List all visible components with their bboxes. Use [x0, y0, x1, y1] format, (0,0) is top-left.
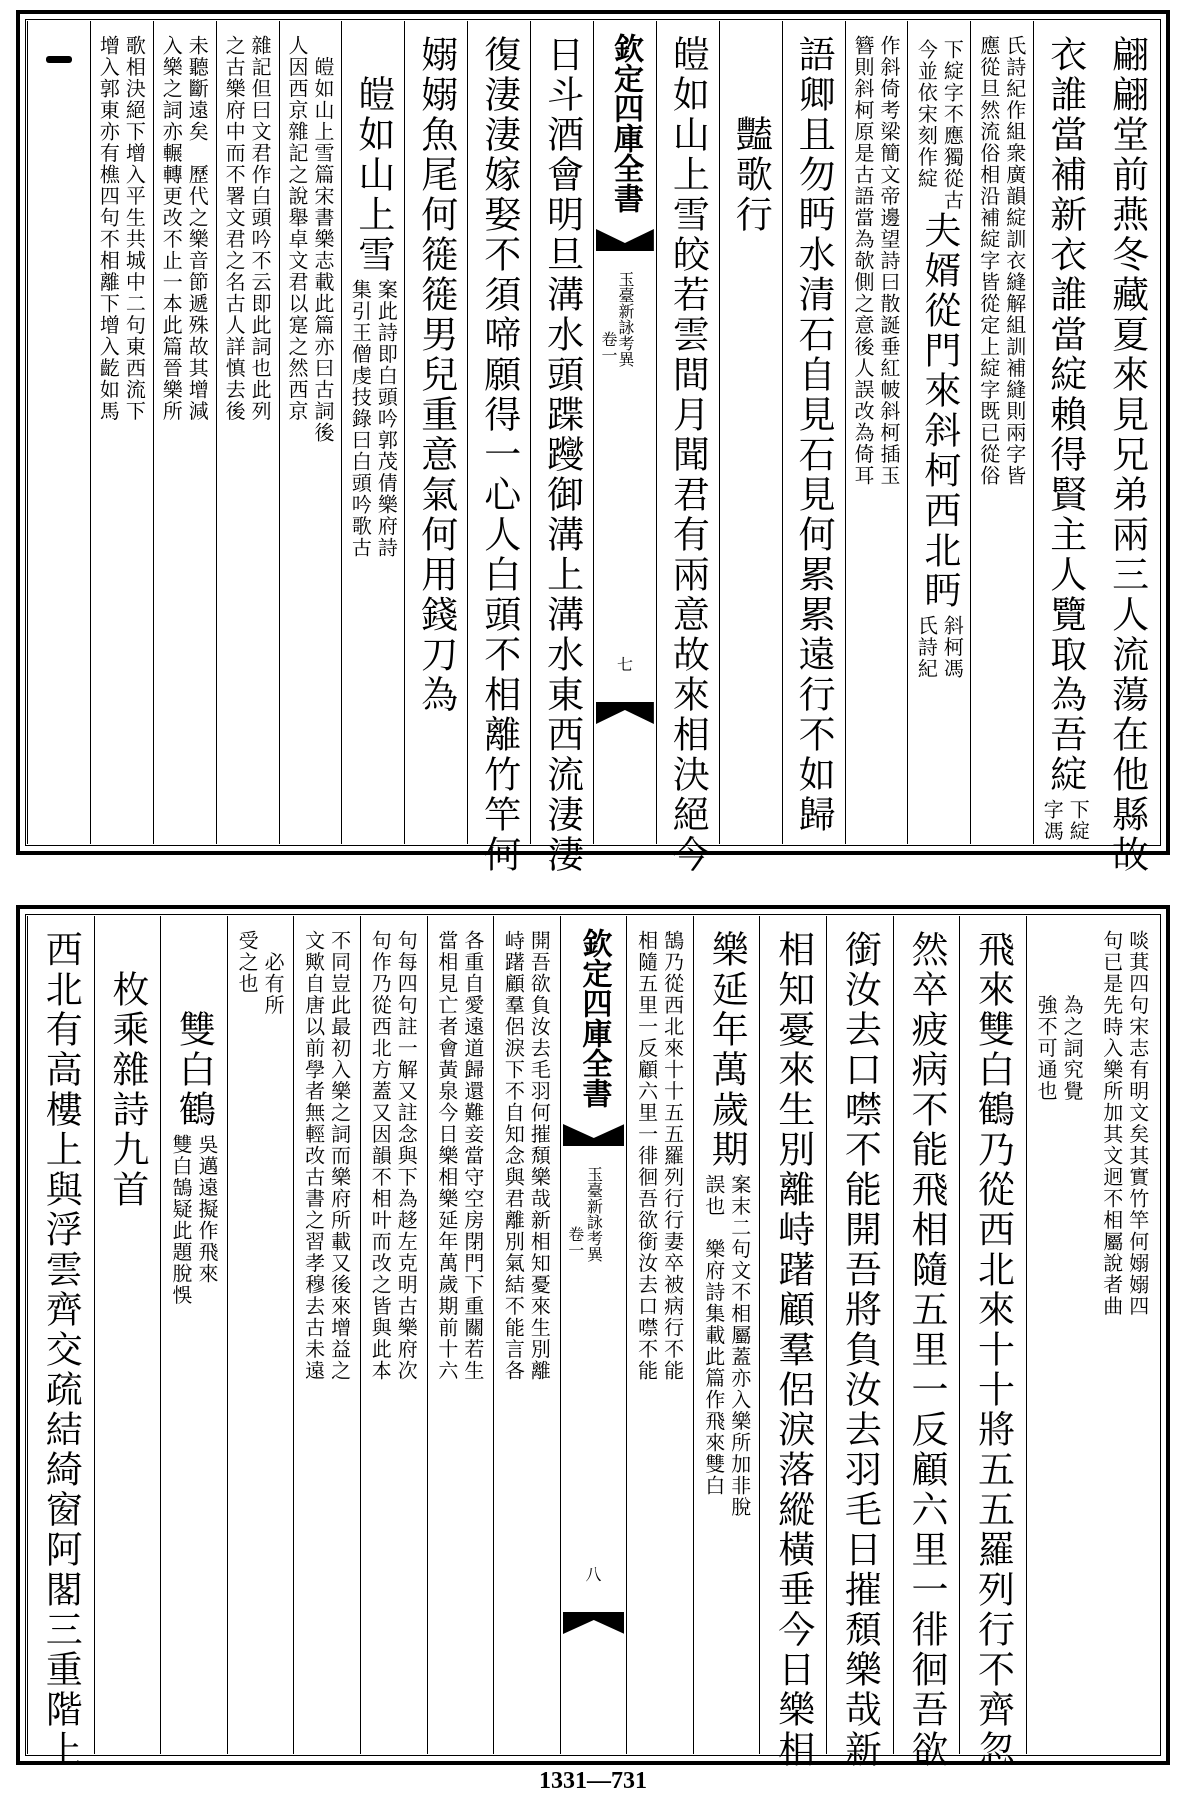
main-text: 日斗酒會明旦溝水頭蹀躞御溝上溝水東西流淒淒 [540, 35, 584, 875]
blank-column [27, 21, 90, 844]
main-text: 樂延年萬歲期 [705, 930, 749, 1170]
commentary-text: 誤也 樂府詩集載此篇作飛來雙白 [701, 1174, 726, 1497]
commentary-text: 峙躇顧羣侶淚下不自知念與君離別氣結不能言各 [501, 930, 526, 1382]
text-column [279, 21, 342, 844]
text-column [970, 21, 1033, 844]
main-text: 枚乘雜詩九首 [105, 930, 149, 1210]
book-name: 玉臺新詠考異 [615, 271, 635, 367]
text-column [90, 21, 153, 844]
fishtail-mark [563, 1116, 625, 1146]
commentary-pair [914, 39, 965, 211]
fishtail-mark [596, 221, 654, 251]
commentary-text: 斜柯馮 [940, 615, 965, 680]
commentary-text: 簪則斜柯原是古語當為欹側之意後人誤改為倚耳 [851, 35, 876, 487]
main-text: 皚如山上雪 [351, 35, 395, 275]
main-text: 衣誰當補新衣誰當綻賴得賢主人覽取為吾綻 [1043, 35, 1087, 795]
text-column [782, 21, 845, 844]
text-column [467, 21, 530, 875]
commentary-text: 作斜倚考梁簡文帝邊望詩曰散誕垂紅帔斜柯插玉 [877, 35, 902, 487]
fishtail-mark [563, 1612, 625, 1642]
commentary-text: 啖萁四句宋志有明文矣其實竹竿何嫋嫋四 [1125, 930, 1150, 1317]
lower-page-columns [27, 916, 1159, 1770]
commentary-pair [701, 1174, 752, 1518]
main-text: 飛來雙白鶴乃從西北來十十將五五羅列行不齊忽 [971, 930, 1015, 1770]
mixed-text [694, 930, 760, 1518]
text-column [341, 21, 404, 844]
folio-number: 七 [616, 655, 633, 674]
text-column [293, 916, 360, 1754]
commentary-text: 文歟自唐以前學者無輕改古書之習孝穆去古未遠 [301, 930, 326, 1382]
commentary-text: 句已是先時入樂所加其文迥不相屬說者曲 [1099, 930, 1124, 1317]
text-column [530, 21, 593, 875]
main-text: 豔歌行 [729, 35, 773, 235]
upper-page [16, 10, 1170, 875]
main-text: 相知憂來生別離峙躇顧羣侶淚落縱橫垂今日樂相 [771, 930, 815, 1770]
commentary-text: 人因西京雜記之說舉卓文君以寔之然西京 [285, 35, 310, 422]
text-column [404, 21, 467, 844]
commentary-text: 未聽斷遠矣 歷代之樂音節遞殊故其增減 [185, 35, 210, 422]
main-text: 夫婿從門來斜柯西北眄 [917, 211, 961, 611]
commentary-text: 開吾欲負汝去毛羽何摧頹樂哉新相知憂來生別離 [527, 930, 552, 1382]
folio-number: 八 [585, 1565, 602, 1584]
commentary-text: 鵠乃從西北來十十五五羅列行行妻卒被病行不能 [660, 930, 685, 1382]
mixed-text [161, 930, 227, 1306]
commentary-text: 增入郭東亦有樵四句不相離下增入齕如馬 [96, 35, 121, 422]
commentary-text: 句每四句註一解又註念與下為趍左克明古樂府次 [394, 930, 419, 1382]
book-name: 玉臺新詠考異 [584, 1166, 604, 1262]
text-column [893, 916, 960, 1770]
main-text: 皚如山上雪皎若雲間月聞君有兩意故來相決絕今 [666, 35, 710, 875]
commentary-text: 相隨五里一反顧六里一徘徊吾欲銜汝去口噤不能 [634, 930, 659, 1382]
text-column [1033, 21, 1096, 844]
main-text: 嫋嫋魚尾何簁簁男兒重意氣何用錢刀為 [414, 35, 458, 715]
commentary-text: 必有所 [261, 930, 286, 1016]
text-column [626, 916, 693, 1754]
text-column [1096, 21, 1159, 875]
text-column [94, 916, 161, 1754]
main-text: 翩翩堂前燕冬藏夏來見兄弟兩三人流蕩在他縣故 [1105, 35, 1149, 875]
text-column [27, 916, 94, 1770]
commentary-pair [1040, 799, 1091, 842]
text-column [160, 916, 227, 1754]
main-text: 銜汝去口噤不能開吾將負汝去羽毛日摧頹樂哉新 [838, 930, 882, 1770]
book-title-banner: 欽定四庫全書 [576, 928, 612, 1108]
dash-mark [46, 56, 72, 63]
mixed-text [1034, 35, 1096, 842]
page-number: 1331—731 [539, 1768, 647, 1794]
commentary-text: 吳邁遠擬作飛來 [194, 1134, 219, 1285]
commentary-pair [348, 279, 399, 559]
commentary-text: 皚如山上雪篇宋書樂志載此篇亦曰古詞後 [311, 35, 336, 444]
commentary-text: 強不可通也 [1034, 930, 1059, 1102]
text-column [656, 21, 719, 875]
commentary-text: 氏詩紀作組衆廣韻綻訓衣縫解組訓補縫則兩字皆 [1002, 35, 1027, 487]
commentary-text: 今並依宋刻作綻 [914, 39, 939, 190]
book-title-banner: 欽定四庫全書 [607, 33, 643, 213]
commentary-text: 受之也 [235, 930, 260, 995]
commentary-text: 下綻字不應獨從古 [940, 39, 965, 211]
commentary-text: 下綻 [1066, 799, 1091, 842]
commentary-pair [914, 615, 965, 680]
main-text: 復淒淒嫁娶不須啼願得一心人白頭不相離竹竿何 [477, 35, 521, 875]
center-column [560, 916, 627, 1754]
mixed-text [908, 35, 970, 680]
commentary-text: 應從旦然流俗相沿補綻字皆從定上綻字既已從俗 [976, 35, 1001, 487]
commentary-text: 為之詞究覺 [1060, 930, 1085, 1102]
lower-page [16, 905, 1170, 1770]
text-column [1092, 916, 1159, 1754]
commentary-text: 入樂之詞亦輾轉更改不止一本此篇晉樂所 [159, 35, 184, 422]
commentary-text: 集引王僧虔技錄曰白頭吟歌古 [348, 279, 373, 559]
commentary-text: 雙白鵠疑此題脫悞 [168, 1134, 193, 1306]
fishtail-mark [596, 702, 654, 732]
text-column [227, 916, 294, 1754]
juan-number: 卷一 [565, 1226, 585, 1258]
text-column [845, 21, 908, 844]
commentary-text: 案此詩即白頭吟郭茂倩樂府詩 [374, 279, 399, 559]
text-column [216, 21, 279, 844]
commentary-text: 當相見亡者會黃泉今日樂相樂延年萬歲期前十六 [434, 930, 459, 1382]
commentary-text: 案末二句文不相屬蓋亦入樂所加非脫 [727, 1174, 752, 1518]
text-column [959, 916, 1026, 1770]
commentary-text: 各重自愛遠道歸還難妾當守空房閉門下重關若生 [460, 930, 485, 1382]
commentary-text: 不同豈此最初入樂之詞而樂府所載又後來增益之 [327, 930, 352, 1382]
main-text: 然卒疲病不能飛相隨五里一反顧六里一徘徊吾欲 [904, 930, 948, 1770]
text-column [493, 916, 560, 1754]
text-column [826, 916, 893, 1770]
text-column [360, 916, 427, 1754]
main-text: 雙白鶴 [172, 930, 216, 1130]
commentary-text: 氏詩紀 [914, 615, 939, 680]
text-column [153, 21, 216, 844]
commentary-text: 歌相決絕下增入平生共城中二句東西流下 [122, 35, 147, 422]
commentary-text: 之古樂府中而不署文君之名古人詳慎去後 [222, 35, 247, 422]
commentary-text: 雜記但曰文君作白頭吟不云即此詞也此列 [248, 35, 273, 422]
main-text: 語卿且勿眄水清石自見石見何累累遠行不如歸 [792, 35, 836, 835]
text-column [759, 916, 826, 1770]
text-column [719, 21, 782, 844]
text-column [907, 21, 970, 844]
text-column [427, 916, 494, 1754]
text-column [1026, 916, 1093, 1754]
commentary-pair [168, 1134, 219, 1306]
juan-number: 卷一 [599, 331, 619, 363]
upper-page-columns [27, 21, 1159, 875]
center-column [593, 21, 656, 844]
commentary-text: 字馮 [1040, 799, 1065, 842]
commentary-text: 句作乃從西北方蓋又因韻不相叶而改之皆與此本 [368, 930, 393, 1382]
mixed-text [342, 35, 404, 559]
text-column [693, 916, 760, 1754]
main-text: 西北有高樓上與浮雲齊交疏結綺窗阿閣三重階上 [39, 930, 83, 1770]
